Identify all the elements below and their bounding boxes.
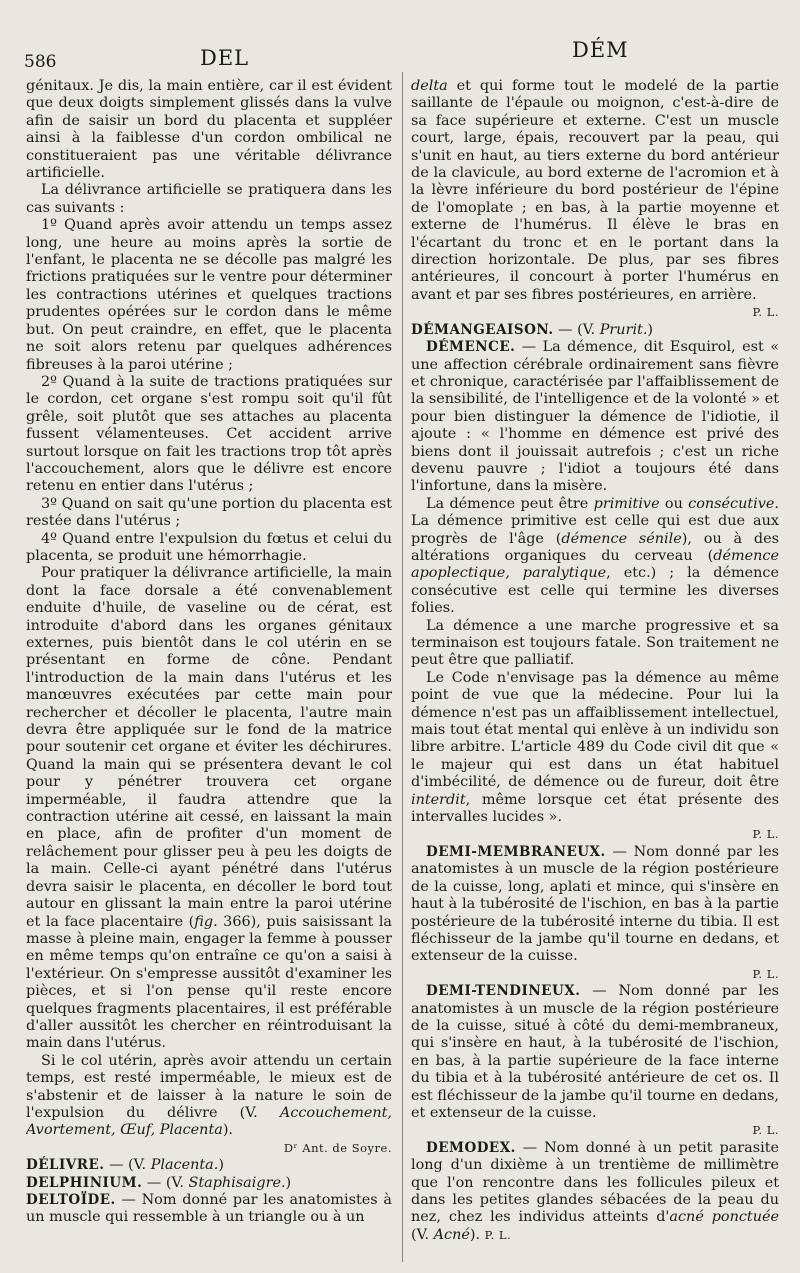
text-run: 366), puis saisissant la masse à pleine main, engager la femme à pousser en même temps qu'on entraîne ce qu'on a saisi à l'extérieur. On s'empresse aussitôt d'examiner les pièces, et si l'on pense qu'il reste encore quelques fragments placentaires, il est préférable d'aller aussitôt les chercher en réintroduisant la main dans l'utérus. [26,913,392,1052]
headword: DELPHINIUM. [26,1174,143,1191]
text-run: interdit [411,791,466,808]
text-run: (V. [411,1226,434,1243]
page-header [0,38,800,78]
headword: DEMI-MEMBRANEUX. [426,843,606,860]
text-run: ou [659,495,689,512]
paragraph [411,78,779,304]
text-run: — La démence, dit Esquirol, est « une affection cérébrale ordinairement sans fièvre et chronique, caractérisée par l'affaiblissement de la sensibilité, de l'intelligence et de la volonté » et pour bien distinguer la démence de l'idiotie, il ajoute : « l'homme en démence est privé des biens dont il jouissait autrefois ; c'est un riche devenu pauvre ; l'idiot a toujours été dans l'infortune, dans la misère. [411,339,779,495]
entry-demi-membraneux [411,844,779,966]
paragraph: 4º Quand entre l'expulsion du fœtus et celui du placenta, se produit une hémorrhagie. [26,530,392,564]
cross-reference: Acné [433,1226,470,1243]
text-run: démence sénile [561,530,682,547]
paragraph [411,496,779,618]
text-run: — Nom donné par les anatomistes à un muscle de la région postérieure de la cuisse, long, aplati et mince, qui s'insère en haut à la tubérosité de l'ischion, en bas à la partie postérieure de la tubérosité interne du tibia. Il est fléchisseur de la jambe qu'il tourne en dedans, et extenseur de la cuisse. [411,843,779,965]
text-run: primitive [593,495,660,512]
paragraph: La démence a une marche progressive et sa terminaison est toujours fatale. Son traitement ne peut être que palliatif. [411,617,779,669]
headword: DÉMANGEAISON. [411,321,554,338]
text-run: La démence peut être [426,495,594,512]
author-signature: P. L. [752,827,779,842]
text-run: acné ponctuée [669,1209,779,1226]
author-signature: P. L. [484,1227,512,1242]
text-run: , etc.) ; la démence consécutive est celle qui termine les diverses folies. [411,565,779,617]
text-run: — Nom donné à un petit parasite long d'un dixième à un trentième de millimètre que l'on rencontre dans les follicules pileux et dans les petites glandes sébacées de la peau du nez, chez les individus atteints d' [411,1139,779,1226]
headword: DEMODEX. [426,1139,516,1156]
text-run: ) [218,1157,224,1174]
text-run: ). [222,1122,234,1139]
text-run: ), ou à des altérations organiques du cerveau ( [411,530,779,564]
headword: DELTOÏDE. [26,1192,116,1208]
paragraph: génitaux. Je dis, la main entière, car il est évident que deux doigts simplement glissés dans la vulve afin de saisir un bord du placenta et suppléer ainsi à la faiblesse d'un cordon ombilical ne constitueraient pas une véritable délivrance artificielle. [26,78,392,182]
text-run: — (V. [553,321,600,338]
running-head-left: DEL [200,46,250,70]
text-run: ). [469,1226,481,1243]
page-number: 586 [24,52,57,72]
right-column [411,78,779,1263]
text-run: démence apoplectique, paralytique [411,547,779,582]
figure-reference: fig. [194,913,218,930]
author-signature: Dʳ Ant. de Soyre. [283,1140,392,1155]
text-run: ) [285,1174,292,1191]
text-run: Si le col utérin, après avoir attendu un certain temps, est resté imperméable, le mieux est de s'abstenir et de laisser à la nature le soin de l'expulsion du délivre (V. [26,1052,392,1121]
author-signature: P. L. [752,305,779,320]
text-run: delta [411,78,448,94]
text-run: et qui forme tout le modelé de la partie saillante de l'épaule ou moignon, c'est-à-dire de sa face supérieure et externe. C'est un muscle court, large, épais, recouvert par la peau, qui s'unit en haut, au tiers externe du bord antérieur de la clavicule, au bord externe de l'acromion et à la lèvre inférieure du bord postérieur de l'épine de l'omoplate ; en bas, à la partie moyenne et externe de l'humérus. Il élève le bras en l'écartant du tronc et en le portant dans la direction horizontale. De plus, par ses fibres antérieures, il concourt à porter l'humérus en avant et par ses fibres postérieures, en arrière. [411,78,779,303]
text-run: — Nom donné par les anatomistes à un muscle de la région postérieure de la cuisse, situé à côté du demi-membraneux, qui s'insère en haut, à la tubérosité de l'ischion, en bas, à la partie supérieure de la face interne du tibia et à la tubérosité antérieure de cet os. Il est fléchisseur de la jambe qu'il tourne en dedans, et extenseur de la cuisse. [411,983,779,1121]
entry-delivre [26,1157,392,1174]
text-run: La démence primitive est celle qui est due aux progrès de l'âge ( [411,513,779,547]
paragraph [26,565,392,1052]
left-column [26,78,392,1263]
paragraph: 3º Quand on sait qu'une portion du placenta est restée dans l'utérus ; [26,495,392,530]
text-run: Le Code n'envisage pas la démence au même point de vue que la médecine. Pour lui la démence n'est pas un affaiblissement intellectuel, mais tout état mental qui enlève à un individu son libre arbitre. L'article 489 du Code civil dit que « le majeur qui est dans un état habituel d'imbécilité, de démence ou de fureur, doit être [411,669,779,791]
running-head-right: DÉM [572,38,629,62]
text-run: — Nom donné par les anatomistes à un muscle qui ressemble à un triangle ou à un [26,1192,392,1226]
column-divider [402,72,403,1262]
entry-demangeaison [411,322,779,339]
entry-delphinium [26,1175,392,1192]
text-run: , même lorsque cet état présente des intervalles lucides ». [411,791,779,826]
text-run: consécutive. [688,495,779,512]
entry-demodex [411,1140,779,1244]
paragraph: 1º Quand après avoir attendu un temps assez long, une heure au moins après la sortie de l'enfant, le placenta ne se décolle pas malgré les frictions pratiquées sur le ventre pour déterminer les contractions utérines et quelques tractions prudentes opérées sur le cordon dans le même but. On peut craindre, en effet, que le placenta ne soit alors retenu par quelques adhérences fibreuses à la paroi utérine ; [26,217,392,373]
cross-reference: Accouchement, Avortement, Œuf, Placenta [26,1104,392,1139]
entry-deltoide [26,1192,392,1227]
cross-reference: Prurit. [599,321,648,338]
headword: DEMI-TENDINEUX. [426,983,581,1000]
paragraph: 2º Quand à la suite de tractions pratiquées sur le cordon, cet organe s'est rompu soit qu'il fût grêle, soit plutôt que ses attaches au placenta fussent vélamenteuses. Cet accident arrive surtout lorsque on fait les tractions trop tôt après l'accouchement, alors que le délivre est encore retenu en entier dans l'utérus ; [26,373,392,495]
entry-demence [411,339,779,496]
text-run: Pour pratiquer la délivrance artificielle, la main dont la face dorsale a été convenablement enduite d'huile, de vaseline ou de cérat, est introduite d'abord dans les organes génitaux externes, puis bientôt dans le col utérin en se présentant en forme de cône. Pendant l'introduction de la main dans l'utérus et les manœuvres exécutées par cette main pour rechercher et décoller le placenta, l'autre main devra être appliquée sur le fond de la matrice pour soutenir cet organe et éviter les déchirures. Quand la main qui se présentera devant le col pour y pénétrer trouvera cet organe imperméable, il faudra attendre que la contraction utérine ait cessé, en laissant la main en place, afin de profiter d'un moment de relâchement pour glisser peu à peu les doigts de la main. Celle-ci ayant pénétré dans l'utérus devra saisir le placenta, en décoller le bord tout autour en glissant la main entre la paroi utérine et la face placentaire ( [26,565,392,930]
author-signature: P. L. [752,966,779,981]
text-run: — (V. [104,1157,151,1174]
paragraph: La délivrance artificielle se pratiquera dans les cas suivants : [26,182,392,216]
headword: DÉLIVRE. [26,1157,105,1174]
paragraph [411,670,779,827]
paragraph [26,1053,392,1140]
cross-reference: Staphisaigre. [188,1174,286,1191]
text-run: ) [647,321,654,338]
author-signature: P. L. [752,1123,779,1138]
cross-reference: Placenta. [150,1157,219,1174]
text-run: — (V. [142,1174,189,1191]
entry-demi-tendineux [411,983,779,1122]
headword: DÉMENCE. [426,339,516,356]
